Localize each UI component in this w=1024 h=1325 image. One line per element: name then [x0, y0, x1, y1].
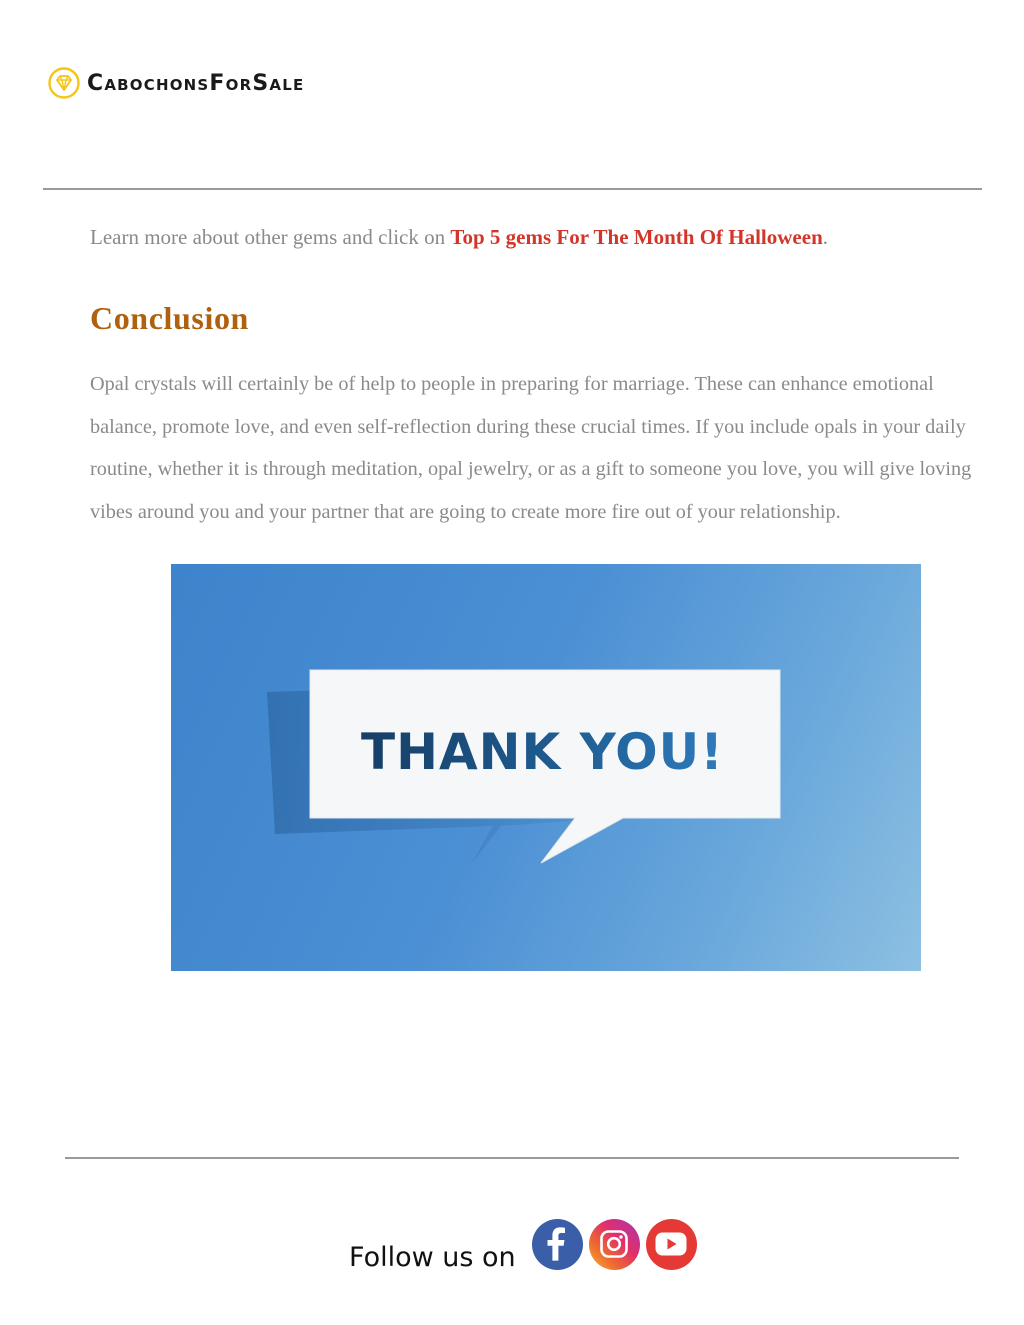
- social-follow: [349, 1216, 703, 1272]
- learn-more-text: Learn more about other gems and click on: [90, 225, 451, 249]
- follow-label: Follow us on: [349, 1241, 516, 1273]
- halloween-gems-link[interactable]: Top 5 gems For The Month Of Halloween: [450, 225, 823, 249]
- thank-you-text: THANK YOU!: [361, 723, 724, 781]
- learn-more-suffix: .: [822, 225, 829, 249]
- learn-more-line: [90, 225, 990, 250]
- bottom-divider: [65, 1157, 959, 1159]
- thank-you-illustration: [171, 564, 921, 971]
- conclusion-paragraph: Opal crystals will certainly be of help to people in preparing for marriage. These can enhance emotional balance, promote love, and even self-reflection during these crucial times. If you include opals in your daily routine, whether it is through meditation, opal jewelry, or as a gift to someone you love, you will give loving vibes around you and your partner that are going to create more fire out of your relationship.: [90, 373, 972, 523]
- youtube-button[interactable]: [646, 1219, 697, 1270]
- section-heading: Conclusion: [90, 300, 249, 336]
- top-divider: [43, 188, 982, 190]
- brand-name: CabochonsForSale: [87, 70, 305, 96]
- brand-logo[interactable]: [48, 66, 304, 100]
- facebook-icon: [544, 1227, 570, 1261]
- instagram-button[interactable]: [589, 1219, 640, 1270]
- facebook-button[interactable]: [532, 1219, 583, 1270]
- thank-you-image: [171, 564, 921, 971]
- gem-icon: [48, 67, 80, 99]
- instagram-icon: [599, 1229, 629, 1259]
- youtube-icon: [655, 1232, 687, 1256]
